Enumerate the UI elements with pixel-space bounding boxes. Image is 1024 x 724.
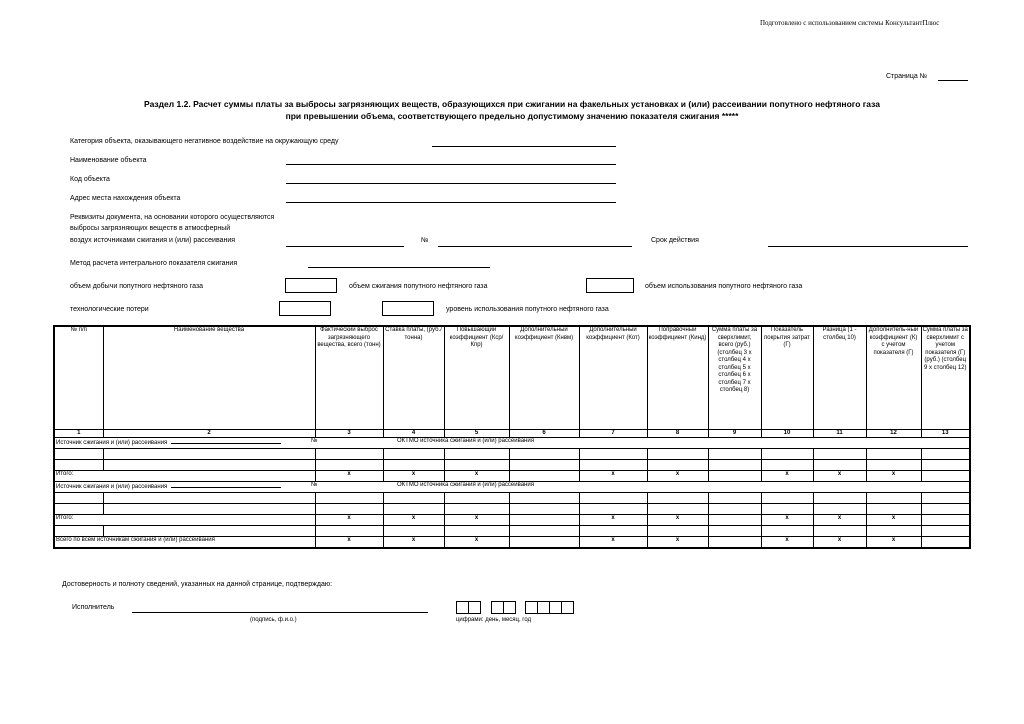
x-mark: х <box>579 537 647 549</box>
x-mark: х <box>444 515 509 526</box>
table-row[interactable] <box>54 493 970 504</box>
x-mark: х <box>866 471 921 482</box>
table-header-row <box>54 326 970 430</box>
column-number-row <box>54 430 970 438</box>
tech-losses-label: технологические потери <box>70 306 149 313</box>
month-cells[interactable] <box>491 601 515 614</box>
col-number: 6 <box>509 430 579 438</box>
x-mark: х <box>761 515 813 526</box>
x-mark: х <box>383 471 444 482</box>
usage-level-box[interactable] <box>382 301 434 316</box>
col-header: Дополнительный коэффициент (Кот) <box>579 326 647 430</box>
x-mark: х <box>866 515 921 526</box>
usage-level-label: уровень использования попутного нефтяного газа <box>446 306 609 313</box>
col-header: Наименование вещества <box>103 326 315 430</box>
table-row[interactable] <box>54 504 970 515</box>
col-header: Показатель покрытия затрат (Г) <box>761 326 813 430</box>
validity-label: Срок действия <box>651 237 699 244</box>
col-number: 7 <box>579 430 647 438</box>
col-header: Разница (1 - столбец 10) <box>813 326 866 430</box>
method-label: Метод расчета интегрального показателя сжигания <box>70 260 238 267</box>
col-number: 3 <box>315 430 383 438</box>
col-number: 11 <box>813 430 866 438</box>
source-number-sign: № <box>311 482 318 488</box>
subtotal-label: Итого: <box>54 515 315 526</box>
subtotal-label: Итого: <box>54 471 315 482</box>
col-number: 12 <box>866 430 921 438</box>
object-code-label: Код объекта <box>70 176 110 183</box>
method-field[interactable] <box>308 267 490 268</box>
prepared-note: Подготовлено с использованием системы КонсультантПлюс <box>760 19 940 27</box>
col-number: 9 <box>708 430 761 438</box>
col-header: Дополнительный коэффициент (Кнвм) <box>509 326 579 430</box>
x-mark: х <box>813 471 866 482</box>
burning-label: объем сжигания попутного нефтяного газа <box>349 283 488 290</box>
subtotal-row <box>54 471 970 482</box>
validity-field[interactable] <box>768 246 968 247</box>
section-title-line2: при превышении объема, соответствующего предельно допустимому значению показателя сжигания ***** <box>285 111 739 121</box>
category-field[interactable] <box>432 146 616 147</box>
x-mark: х <box>866 537 921 549</box>
col-header: № п/п <box>54 326 103 430</box>
table-row[interactable] <box>54 460 970 471</box>
usage-volume-label: объем использования попутного нефтяного газа <box>645 283 803 290</box>
x-mark: х <box>315 537 383 549</box>
col-number: 2 <box>103 430 315 438</box>
grand-total-row <box>54 537 970 549</box>
extraction-label: объем добычи попутного нефтяного газа <box>70 283 204 290</box>
signature-field[interactable] <box>132 612 428 613</box>
x-mark: х <box>444 537 509 549</box>
source-label: Источник сжигания и (или) рассеивания <box>56 484 168 490</box>
oktmo-label: ОКТМО источника сжигания и (или) рассеивания <box>397 482 534 488</box>
col-number: 5 <box>444 430 509 438</box>
x-mark: х <box>647 471 708 482</box>
address-label: Адрес места нахождения объекта <box>70 195 181 202</box>
x-mark: х <box>813 515 866 526</box>
page-number-field[interactable] <box>938 80 968 81</box>
tech-losses-box[interactable] <box>279 301 331 316</box>
x-mark: х <box>647 537 708 549</box>
col-header: Ставка платы, (руб./тонна) <box>383 326 444 430</box>
col-number: 4 <box>383 430 444 438</box>
source-field[interactable] <box>171 482 281 488</box>
year-cells[interactable] <box>525 601 573 614</box>
burning-box[interactable] <box>586 278 634 293</box>
x-mark: х <box>761 537 813 549</box>
x-mark: х <box>813 537 866 549</box>
payment-table <box>53 325 971 549</box>
document-number-sign: № <box>421 237 429 244</box>
col-number: 8 <box>647 430 708 438</box>
document-field[interactable] <box>286 246 404 247</box>
section-title-line1: Раздел 1.2. Расчет суммы платы за выбросы загрязняющих веществ, образующихся при сжигании на факельных установках и (или) рассеивании попутного нефтяного газа <box>144 99 880 109</box>
source-row <box>54 438 970 449</box>
confirmation-text: Достоверность и полноту сведений, указанных на данной странице, подтверждаю: <box>62 581 333 588</box>
extraction-box[interactable] <box>285 278 337 293</box>
subtotal-row <box>54 515 970 526</box>
col-header: Сумма платы за сверхлимит с учетом показателя (Г) (руб.) (столбец 9 x столбец 12) <box>921 326 970 430</box>
col-header: Повышающий коэффициент (Кср/Кпр) <box>444 326 509 430</box>
x-mark: х <box>315 515 383 526</box>
table-row[interactable] <box>54 526 970 537</box>
table-row[interactable] <box>54 449 970 460</box>
date-caption: цифрами: день, месяц, год <box>456 617 532 623</box>
col-header: Дополнитель-ный коэффициент (К) с учетом показателя (Г) <box>866 326 921 430</box>
col-number: 1 <box>54 430 103 438</box>
x-mark: х <box>579 515 647 526</box>
col-number: 13 <box>921 430 970 438</box>
requisites-label-1: Реквизиты документа, на основании которого осуществляются <box>70 214 275 221</box>
oktmo-label: ОКТМО источника сжигания и (или) рассеивания <box>397 438 534 444</box>
source-label: Источник сжигания и (или) рассеивания <box>56 440 168 446</box>
category-label: Категория объекта, оказывающего негативное воздействие на окружающую среду <box>70 138 339 145</box>
requisites-label-3: воздух источниками сжигания и (или) рассеивания <box>70 237 236 244</box>
document-number-field[interactable] <box>438 246 632 247</box>
col-header: Фактический выброс загрязняющего вещества, всего (тонн) <box>315 326 383 430</box>
day-cells[interactable] <box>456 601 480 614</box>
object-name-label: Наименование объекта <box>70 157 147 164</box>
executor-label: Исполнитель <box>72 604 115 611</box>
object-name-field[interactable] <box>286 164 616 165</box>
source-number-sign: № <box>311 438 318 444</box>
x-mark: х <box>647 515 708 526</box>
x-mark: х <box>383 537 444 549</box>
source-field[interactable] <box>171 438 281 444</box>
col-number: 10 <box>761 430 813 438</box>
col-header: Сумма платы за сверхлимит, всего (руб.) (столбец 3 x столбец 4 x столбец 5 x столбец 6 x столбец 7 x столбец 8) <box>708 326 761 430</box>
signature-caption: (подпись, ф.и.о.) <box>250 617 297 623</box>
x-mark: х <box>761 471 813 482</box>
address-field[interactable] <box>286 202 616 203</box>
x-mark: х <box>315 471 383 482</box>
x-mark: х <box>444 471 509 482</box>
page-number-label: Страница № <box>886 73 928 80</box>
col-header: Поправочный коэффициент (Кинд) <box>647 326 708 430</box>
grand-total-label: Всего по всем источникам сжигания и (или) рассеивания <box>54 537 315 549</box>
source-row <box>54 482 970 493</box>
x-mark: х <box>383 515 444 526</box>
x-mark: х <box>579 471 647 482</box>
requisites-label-2: выбросы загрязняющих веществ в атмосферный <box>70 225 231 232</box>
object-code-field[interactable] <box>286 183 616 184</box>
